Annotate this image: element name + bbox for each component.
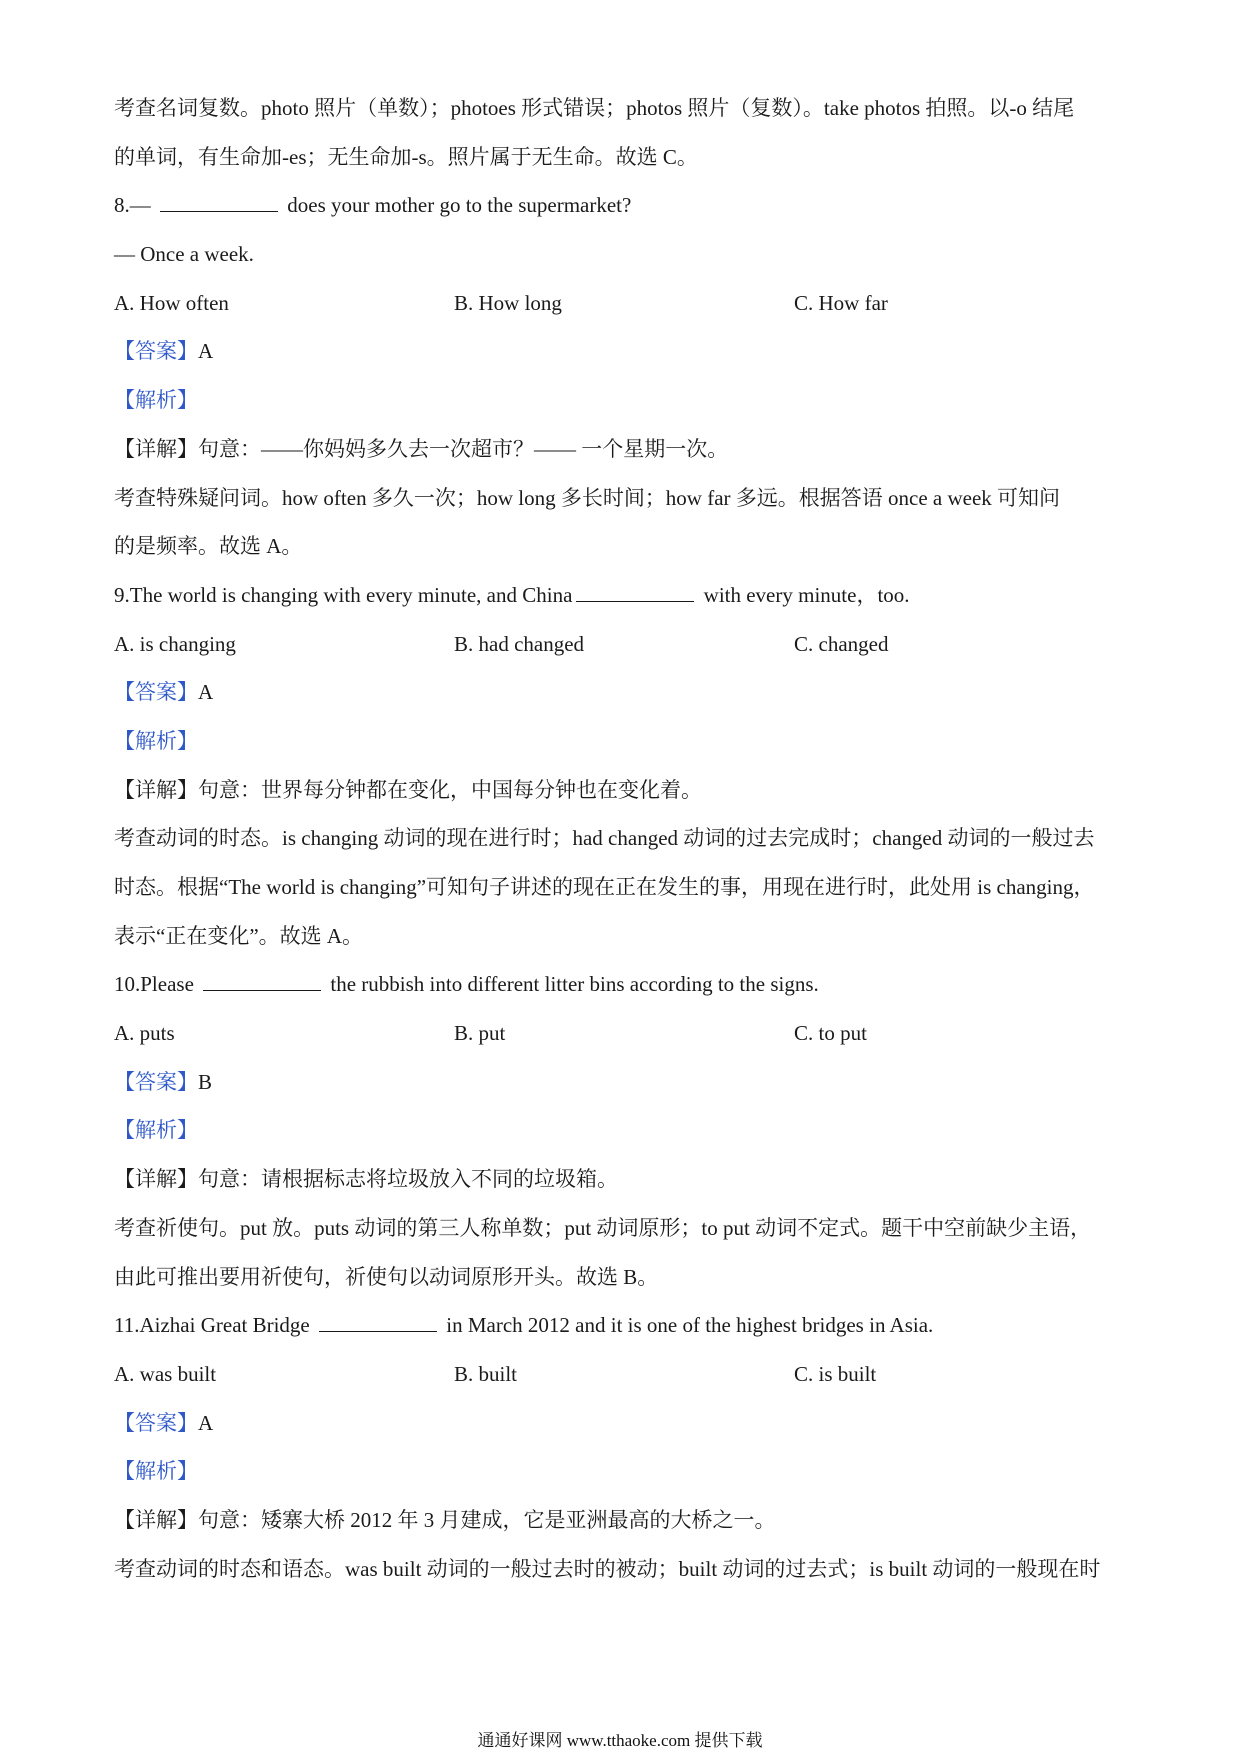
option-a: A. was built: [114, 1361, 217, 1386]
stem-text: the rubbish into different litter bins according to the signs.: [325, 972, 819, 997]
explanation-line: 考查动词的时态。is changing 动词的现在进行时；had changed 动词的过去完成时；changed 动词的一般过去: [114, 826, 1095, 851]
analysis-tag: 【解析】: [114, 1459, 198, 1484]
question-number: 10.: [114, 972, 141, 997]
option-b: B. How long: [454, 290, 562, 315]
stem-text: in March 2012 and it is one of the highest bridges in Asia.: [441, 1313, 934, 1338]
detail-text: 句意：请根据标志将垃圾放入不同的垃圾箱。: [198, 1167, 618, 1192]
explanation-line: 表示“正在变化”。故选 A。: [114, 923, 364, 948]
answer-blank: [203, 972, 321, 991]
stem-text: —: [129, 193, 156, 218]
answer-value: A: [198, 1410, 214, 1435]
option-c: C. changed: [794, 631, 889, 656]
detail-line: [114, 437, 1134, 461]
option-c: C. is built: [794, 1361, 877, 1386]
option-b: B. put: [454, 1021, 506, 1046]
option-c: C. to put: [794, 1021, 867, 1046]
explanation-line: 的是频率。故选 A。: [114, 534, 303, 559]
question-stem: [114, 193, 1134, 217]
answer-value: A: [198, 680, 214, 705]
page-footer: 通通好课网 www.tthaoke.com 提供下载: [477, 1731, 763, 1750]
detail-line: [114, 1508, 1134, 1532]
option-a: A. is changing: [114, 631, 236, 656]
question-stem: [114, 1313, 1134, 1337]
analysis-tag: 【解析】: [114, 1118, 198, 1143]
explanation-line: 考查动词的时态和语态。was built 动词的一般过去时的被动；built 动词的过去式；is built 动词的一般现在时: [114, 1556, 1101, 1581]
option-b: B. had changed: [454, 631, 585, 656]
answer-line: [114, 1411, 1134, 1435]
document-page: [114, 96, 1134, 1605]
dialogue-reply: — Once a week.: [114, 242, 254, 267]
options-row: [114, 1362, 1134, 1386]
option-a: A. puts: [114, 1021, 175, 1046]
question-stem: [114, 583, 1134, 607]
explanation-line: 的单词，有生命加-es；无生命加-s。照片属于无生命。故选 C。: [114, 144, 698, 169]
answer-tag: 【答案】: [114, 680, 198, 705]
detail-tag: 【详解】: [114, 1167, 198, 1192]
answer-blank: [576, 583, 694, 602]
explanation-line: 考查名词复数。photo 照片（单数）；photoes 形式错误；photos 照片（复数）。take photos 拍照。以-o 结尾: [114, 96, 1075, 120]
question-stem: [114, 972, 1134, 996]
explanation-line: 考查祈使句。put 放。puts 动词的第三人称单数；put 动词原形；to put 动词不定式。题干中空前缺少主语，: [114, 1215, 1092, 1240]
detail-text: 句意：世界每分钟都在变化，中国每分钟也在变化着。: [198, 777, 702, 802]
stem-text: with every minute，too.: [698, 582, 910, 607]
options-row: [114, 291, 1134, 315]
option-c: C. How far: [794, 290, 888, 315]
detail-line: [114, 1167, 1134, 1191]
analysis-line: [114, 388, 1134, 412]
answer-blank: [319, 1313, 437, 1332]
question-number: 11.: [114, 1313, 140, 1338]
detail-text: 句意：——你妈妈多久去一次超市？—— 一个星期一次。: [198, 436, 729, 461]
analysis-tag: 【解析】: [114, 388, 198, 413]
detail-text: 句意：矮寨大桥 2012 年 3 月建成，它是亚洲最高的大桥之一。: [198, 1507, 776, 1532]
answer-line: [114, 680, 1134, 704]
analysis-tag: 【解析】: [114, 728, 198, 753]
stem-text: Aizhai Great Bridge: [139, 1313, 316, 1338]
detail-tag: 【详解】: [114, 436, 198, 461]
stem-text: The world is changing with every minute, and China: [129, 582, 573, 607]
analysis-line: [114, 1459, 1134, 1483]
answer-line: [114, 339, 1134, 363]
analysis-line: [114, 729, 1134, 753]
explanation-line: 考查特殊疑问词。how often 多久一次；how long 多长时间；how far 多远。根据答语 once a week 可知问: [114, 485, 1061, 510]
detail-tag: 【详解】: [114, 777, 198, 802]
answer-blank: [160, 193, 278, 212]
stem-text: Please: [140, 972, 200, 997]
explanation-line: 由此可推出要用祈使句，祈使句以动词原形开头。故选 B。: [114, 1264, 659, 1289]
answer-tag: 【答案】: [114, 1069, 198, 1094]
options-row: [114, 632, 1134, 656]
detail-tag: 【详解】: [114, 1507, 198, 1532]
answer-tag: 【答案】: [114, 339, 198, 364]
detail-line: [114, 778, 1134, 802]
option-a: A. How often: [114, 290, 229, 315]
question-number: 9.: [114, 582, 130, 607]
explanation-line: 时态。根据“The world is changing”可知句子讲述的现在正在发生的事，用现在进行时，此处用 is changing，: [114, 875, 1095, 899]
answer-value: B: [198, 1069, 213, 1094]
question-number: 8.: [114, 193, 130, 218]
answer-tag: 【答案】: [114, 1410, 198, 1435]
analysis-line: [114, 1118, 1134, 1142]
options-row: [114, 1021, 1134, 1045]
answer-value: A: [198, 339, 214, 364]
option-b: B. built: [454, 1361, 518, 1386]
answer-line: [114, 1070, 1134, 1094]
stem-text: does your mother go to the supermarket?: [282, 193, 632, 218]
